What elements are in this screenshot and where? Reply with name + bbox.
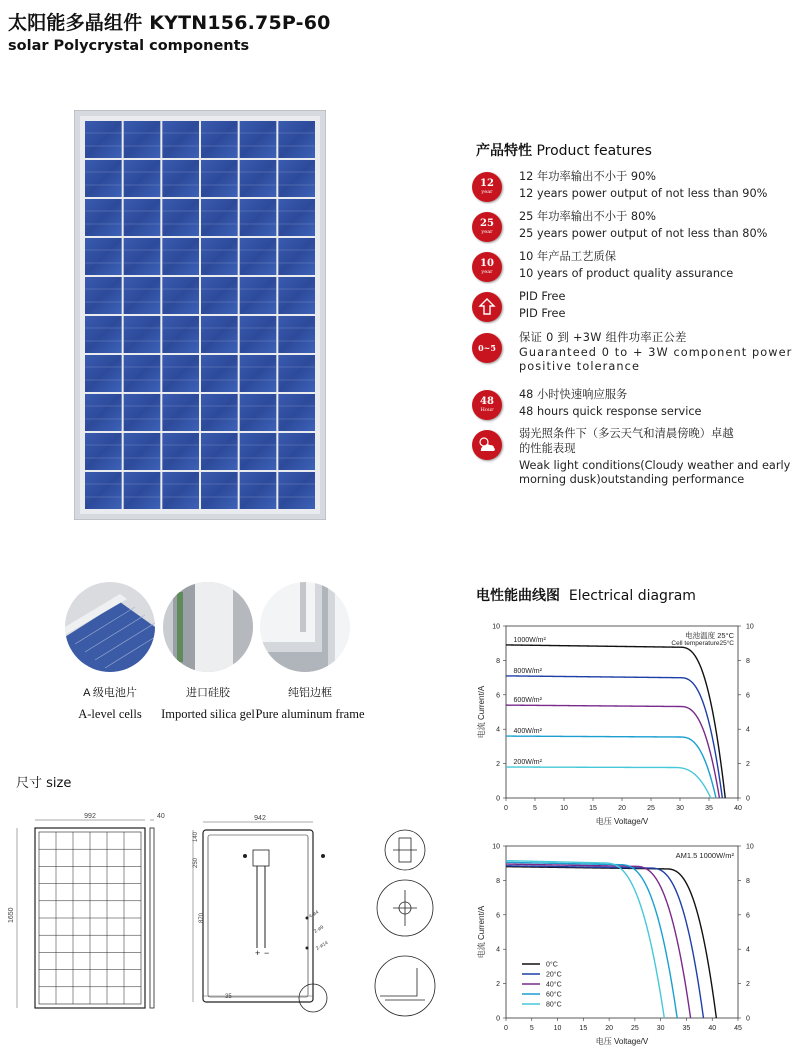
dim-140: 140	[193, 831, 199, 842]
features-heading	[476, 140, 652, 160]
dim-250: 250	[193, 857, 199, 868]
badge-unit: year	[481, 269, 493, 275]
panel-cell	[240, 199, 277, 236]
badge-number: 0~5	[478, 343, 496, 353]
panel-cell	[240, 238, 277, 275]
panel-cell	[85, 277, 122, 314]
y-tick-label: 10	[492, 843, 500, 851]
feature-en: Guaranteed 0 to + 3W component power positive tolerance	[519, 346, 793, 373]
feature-cn: 10 年产品工艺质保	[519, 250, 617, 263]
panel-cell	[201, 355, 238, 392]
diagram-heading	[476, 585, 696, 605]
hour-badge-icon	[472, 390, 502, 420]
panel-cell	[201, 433, 238, 470]
feature-cn: PID Free	[519, 290, 566, 303]
panel-cell	[201, 121, 238, 158]
legend-label: 20°C	[546, 971, 562, 979]
y-axis-label: 电流 Current/A	[477, 905, 486, 959]
x-tick-label: 35	[682, 1025, 691, 1032]
feature-en: 12 years power output of not less than 90%	[519, 187, 768, 200]
y-tick-label-right: 4	[746, 726, 750, 734]
panel-cell	[162, 472, 199, 509]
feature-en: 48 hours quick response service	[519, 405, 702, 418]
x-tick-label: 15	[589, 805, 597, 812]
x-tick-label: 15	[579, 1025, 588, 1032]
panel-cell	[162, 316, 199, 353]
panel-cell	[201, 199, 238, 236]
year-badge-icon	[472, 252, 502, 282]
panel-cell	[124, 472, 161, 509]
y-tick-label: 0	[496, 795, 500, 803]
component-en: A-level cells	[78, 707, 142, 721]
panel-cell	[124, 121, 161, 158]
panel-cell	[162, 199, 199, 236]
panel-cell	[124, 394, 161, 431]
y-tick-label: 10	[492, 623, 500, 631]
panel-cell	[124, 277, 161, 314]
x-tick-label: 20	[605, 1025, 614, 1032]
x-tick-label: 25	[630, 1025, 639, 1032]
panel-cell	[201, 316, 238, 353]
badge-unit: year	[481, 229, 493, 235]
x-tick-label: 0	[504, 1025, 508, 1032]
feature-cn: 48 小时快速响应服务	[519, 388, 628, 401]
component-en: Imported silica gel	[161, 707, 255, 721]
x-tick-label: 35	[705, 805, 713, 812]
panel-cell	[85, 433, 122, 470]
feature-cn: 保证 0 到 +3W 组件功率正公差	[519, 331, 687, 344]
x-tick-label: 5	[529, 1025, 534, 1032]
legend-label: 80°C	[546, 1001, 562, 1009]
panel-cell	[85, 238, 122, 275]
panel-cell	[240, 433, 277, 470]
x-tick-label: 5	[533, 805, 537, 812]
front-view-drawing	[17, 820, 154, 1008]
solar-panel-image	[74, 110, 326, 520]
dimension-drawings	[5, 808, 475, 1043]
height-dim: 1650	[8, 907, 15, 923]
size-heading: 尺寸 size	[16, 776, 72, 791]
panel-cell	[278, 316, 315, 353]
y-tick-label-right: 0	[746, 1015, 750, 1023]
silica-gel-photo	[163, 582, 253, 672]
panel-cell	[162, 160, 199, 197]
panel-cell	[240, 160, 277, 197]
page-subtitle: solar Polycrystal components	[8, 38, 250, 54]
y-tick-label: 0	[496, 1015, 500, 1023]
features-heading-en: Product features	[536, 143, 652, 159]
panel-cell	[162, 394, 199, 431]
panel-cell	[278, 238, 315, 275]
tolerance-badge-icon	[472, 333, 502, 363]
badge-unit: Hour	[480, 407, 494, 413]
detail-views	[375, 830, 435, 1016]
chart-annotation: AM1.5 1000W/m²	[675, 851, 734, 860]
back-view-drawing	[193, 822, 327, 1012]
badge-number: 25	[480, 218, 494, 229]
x-tick-label: 0	[504, 805, 508, 812]
hole-dim-3: 2-ø14	[315, 940, 330, 952]
series-label: 200W/m²	[513, 759, 542, 767]
x-tick-label: 20	[618, 805, 626, 812]
hole-dim-1: 4-ø4	[308, 909, 320, 920]
dim-870: 870	[199, 912, 205, 923]
feature-cn: 弱光照条件下（多云天气和清晨傍晚）卓越的性能表现	[519, 427, 734, 455]
year-badge-icon	[472, 212, 502, 242]
panel-cell	[124, 433, 161, 470]
panel-cell	[162, 238, 199, 275]
dim-35: 35	[225, 994, 232, 1000]
y-tick-label-right: 4	[746, 946, 750, 954]
y-tick-label-right: 2	[746, 761, 750, 769]
panel-cell	[240, 472, 277, 509]
panel-cell	[85, 121, 122, 158]
y-tick-label-right: 10	[746, 843, 754, 851]
panel-cell	[124, 199, 161, 236]
series-line	[506, 867, 716, 1018]
x-tick-label: 10	[553, 1025, 562, 1032]
series-line	[506, 767, 711, 798]
y-tick-label: 2	[496, 761, 500, 769]
feature-cn: 25 年功率输出不小于 80%	[519, 210, 657, 223]
irradiance-iv-chart	[474, 616, 770, 832]
panel-cell	[278, 433, 315, 470]
panel-cell	[240, 394, 277, 431]
x-tick-label: 10	[560, 805, 568, 812]
panel-cell	[278, 199, 315, 236]
y-tick-label-right: 6	[746, 912, 750, 920]
y-axis-label: 电流 Current/A	[477, 685, 486, 739]
panel-cell	[162, 433, 199, 470]
panel-cell	[162, 277, 199, 314]
panel-cell	[85, 472, 122, 509]
series-line	[506, 705, 719, 798]
series-label: 400W/m²	[513, 728, 542, 736]
panel-cell	[240, 277, 277, 314]
year-badge-icon	[472, 172, 502, 202]
panel-cell	[85, 316, 122, 353]
panel-cell	[240, 355, 277, 392]
legend-label: 0°C	[546, 961, 558, 969]
x-tick-label: 40	[734, 805, 742, 812]
panel-cell	[85, 199, 122, 236]
panel-cell	[278, 160, 315, 197]
page-title: 太阳能多晶组件 KYTN156.75P-60	[8, 12, 331, 34]
y-tick-label: 8	[496, 657, 500, 665]
panel-cell	[124, 160, 161, 197]
chart-annotation: 电池温度 25°C	[685, 631, 734, 640]
y-tick-label-right: 2	[746, 981, 750, 989]
x-axis-label: 电压 Voltage/V	[595, 1037, 649, 1046]
front-width-dim: 992	[84, 813, 96, 820]
panel-cell	[240, 316, 277, 353]
x-tick-label: 30	[676, 805, 684, 812]
legend-label: 40°C	[546, 981, 562, 989]
y-tick-label: 6	[496, 912, 500, 920]
component-cn: 纯铝边框	[288, 687, 332, 699]
panel-cell	[162, 121, 199, 158]
series-label: 600W/m²	[513, 697, 542, 705]
panel-cell	[162, 355, 199, 392]
back-width-dim: 942	[254, 815, 266, 822]
feature-en: 10 years of product quality assurance	[519, 267, 734, 280]
badge-unit: year	[481, 189, 493, 195]
y-tick-label-right: 8	[746, 657, 750, 665]
panel-cell	[201, 238, 238, 275]
y-tick-label: 4	[496, 946, 500, 954]
diagram-heading-en: Electrical diagram	[568, 588, 696, 604]
series-label: 800W/m²	[513, 667, 542, 675]
y-tick-label-right: 0	[746, 795, 750, 803]
feature-en: 25 years power output of not less than 80%	[519, 227, 768, 240]
negative-terminal: −	[264, 948, 270, 958]
depth-dim: 40	[157, 813, 165, 820]
panel-cell	[124, 316, 161, 353]
panel-cell	[278, 394, 315, 431]
plot-area	[506, 846, 738, 1018]
panel-cell	[85, 160, 122, 197]
panel-cell	[201, 277, 238, 314]
hole-dim-2: 2-ø9	[313, 924, 325, 935]
panel-cell	[278, 121, 315, 158]
panel-cell	[124, 355, 161, 392]
cloud-sun-icon	[472, 430, 502, 460]
panel-cell	[278, 277, 315, 314]
cell-photo	[65, 582, 155, 672]
plot-area	[506, 626, 738, 798]
panel-cell	[201, 160, 238, 197]
badge-number: 48	[480, 396, 494, 407]
x-tick-label: 30	[656, 1025, 665, 1032]
component-en: Pure aluminum frame	[255, 707, 365, 721]
series-label: 1000W/m²	[513, 636, 546, 644]
x-tick-label: 45	[734, 1025, 742, 1032]
diagram-heading-cn: 电性能曲线图	[476, 588, 560, 604]
y-tick-label-right: 8	[746, 877, 750, 885]
features-heading-cn: 产品特性	[476, 143, 532, 159]
panel-cell	[124, 238, 161, 275]
component-caption	[250, 686, 370, 722]
y-tick-label: 6	[496, 692, 500, 700]
panel-cell	[278, 472, 315, 509]
panel-cell	[201, 472, 238, 509]
y-tick-label: 8	[496, 877, 500, 885]
x-tick-label: 25	[647, 805, 655, 812]
legend-label: 60°C	[546, 991, 562, 999]
aluminum-frame-photo	[260, 582, 350, 672]
panel-cell	[85, 394, 122, 431]
x-tick-label: 40	[708, 1025, 717, 1032]
y-tick-label-right: 10	[746, 623, 754, 631]
badge-number: 12	[480, 178, 494, 189]
pid-arrow-icon	[472, 292, 502, 322]
badge-number: 10	[480, 258, 494, 269]
panel-cell	[85, 355, 122, 392]
component-cn: 进口硅胶	[186, 687, 230, 699]
panel-cell	[278, 355, 315, 392]
chart-annotation: Cell temperature25°C	[671, 640, 734, 647]
y-tick-label: 2	[496, 981, 500, 989]
feature-en: PID Free	[519, 307, 566, 320]
panel-cell	[240, 121, 277, 158]
feature-cn: 12 年功率输出不小于 90%	[519, 170, 657, 183]
component-cn: A 级电池片	[83, 687, 137, 699]
panel-cell	[201, 394, 238, 431]
y-tick-label: 4	[496, 726, 500, 734]
x-axis-label: 电压 Voltage/V	[595, 817, 649, 826]
positive-terminal: +	[255, 948, 261, 958]
y-tick-label-right: 6	[746, 692, 750, 700]
temperature-iv-chart	[474, 836, 770, 1052]
feature-en: Weak light conditions(Cloudy weather and early morning dusk)outstanding performance	[519, 459, 791, 486]
